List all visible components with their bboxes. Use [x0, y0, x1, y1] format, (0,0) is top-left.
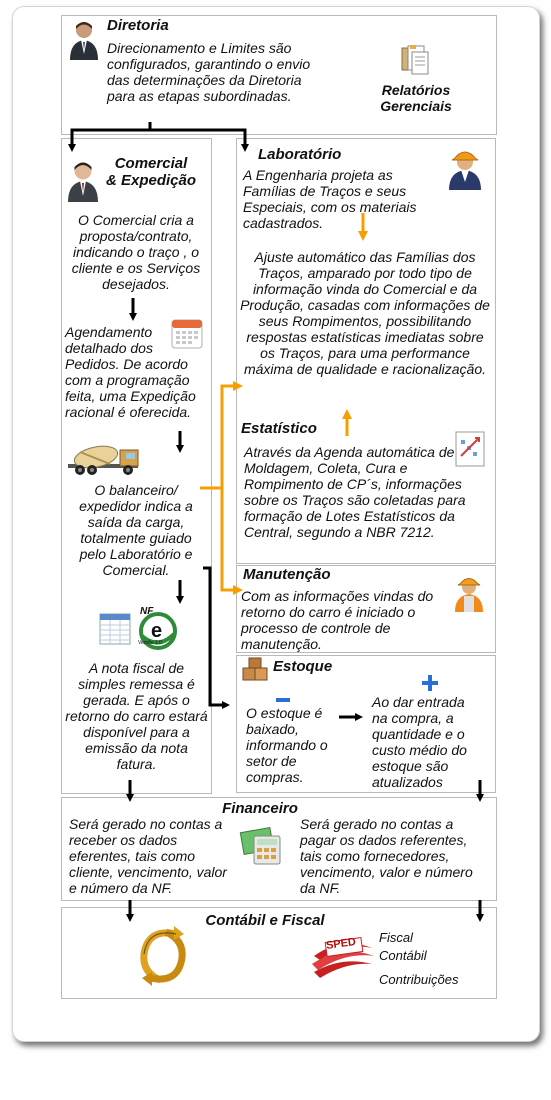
diretoria-title: Diretoria — [107, 17, 169, 34]
contabil-item-contribuicoes: Contribuições — [379, 972, 459, 987]
estatistico-text: Através da Agenda automática de Moldagem, Coleta, Cura e Rompimento de CP´s, informações sobre os Traços são coletadas para formação de Lotes Estatísticos da Central, segundo a NBR 7212. — [244, 444, 466, 540]
plus-icon — [422, 675, 438, 691]
concrete-mixer-truck-icon — [66, 444, 142, 476]
diretoria-text: Direcionamento e Limites são configurados, garantindo o envio das determinações da Diretoria para as etapas subordinadas. — [107, 40, 311, 104]
estoque-title: Estoque — [273, 658, 333, 675]
reports-icon — [400, 44, 430, 76]
nfe-version: Versão 2.0 — [138, 640, 162, 646]
contabil-title: Contábil e Fiscal — [205, 912, 325, 929]
minus-icon — [276, 690, 290, 696]
manutencao-text: Com as informações vindas do retorno do carro é iniciado o processo de controle de manutenção. — [241, 588, 434, 652]
estoque-text-left: O estoque é baixado, informando o setor de compras. — [246, 705, 328, 785]
spreadsheet-icon — [98, 612, 134, 646]
mechanic-icon — [452, 574, 486, 612]
estatistico-title: Estatístico — [241, 420, 317, 437]
accounting-cycle-icon — [134, 924, 192, 988]
contabil-item-fiscal: Fiscal — [379, 930, 413, 945]
relatorios-line1: Relatórios — [381, 82, 451, 98]
financeiro-title: Financeiro — [222, 800, 298, 817]
comercial-title-line1: Comercial — [114, 155, 188, 172]
laboratorio-title: Laboratório — [258, 146, 342, 163]
engineer-icon — [445, 146, 485, 190]
nf-label: NF — [140, 606, 154, 617]
sped-label: SPED — [325, 935, 357, 953]
manutencao-title: Manutenção — [243, 566, 331, 583]
executive-icon — [68, 20, 100, 60]
financeiro-text-left: Será gerado no contas a receber os dados eferentes, tais como cliente, vencimento, valor e número da NF. — [69, 816, 227, 896]
contabil-item-contabil: Contábil — [379, 948, 427, 963]
salesman-icon — [66, 160, 100, 202]
financeiro-text-right: Será gerado no contas a pagar os dados referentes, tais como fornecedores, vencimento, valor e número da NF. — [300, 816, 473, 896]
comercial-text1: O Comercial cria a proposta/contrato, indicando o traço , o cliente e os Serviços desejados. — [71, 212, 201, 292]
comercial-text3: O balanceiro/ expedidor indica a saída da carga, totalmente guiado pelo Laboratório e Comercial. — [79, 482, 193, 578]
laboratorio-text1: A Engenharia projeta as Famílias de Traços e seus Especiais, com os materiais cadastrados. — [243, 167, 417, 231]
comercial-title-line2: & Expedição — [105, 172, 197, 189]
relatorios-line2: Gerenciais — [380, 98, 452, 114]
laboratorio-text2: Ajuste automático das Famílias dos Traços, amparado por todo tipo de informação vinda do Comercial e da Produção, casadas com informações de seus Rompimentos, possibilitando respostas estatísticas imediatas sobre os Traços, para uma performance máxima de qualidade e racionalização. — [240, 249, 490, 377]
calculator-icon — [238, 826, 290, 866]
estoque-text-right: Ao dar entrada na compra, a quantidade e o custo médio do estoque são atualizados — [372, 694, 467, 790]
comercial-text4: A nota fiscal de simples remessa é gerada. E após o retorno do carro estará disponível para a emissão da nota fatura. — [65, 660, 208, 772]
boxes-icon — [241, 656, 269, 684]
svg-text:e: e — [151, 620, 163, 642]
comercial-text2: Agendamento detalhado dos Pedidos. De acordo com a programação feita, uma Expedição racional é oferecida. — [65, 324, 196, 420]
calendar-icon — [170, 316, 204, 350]
